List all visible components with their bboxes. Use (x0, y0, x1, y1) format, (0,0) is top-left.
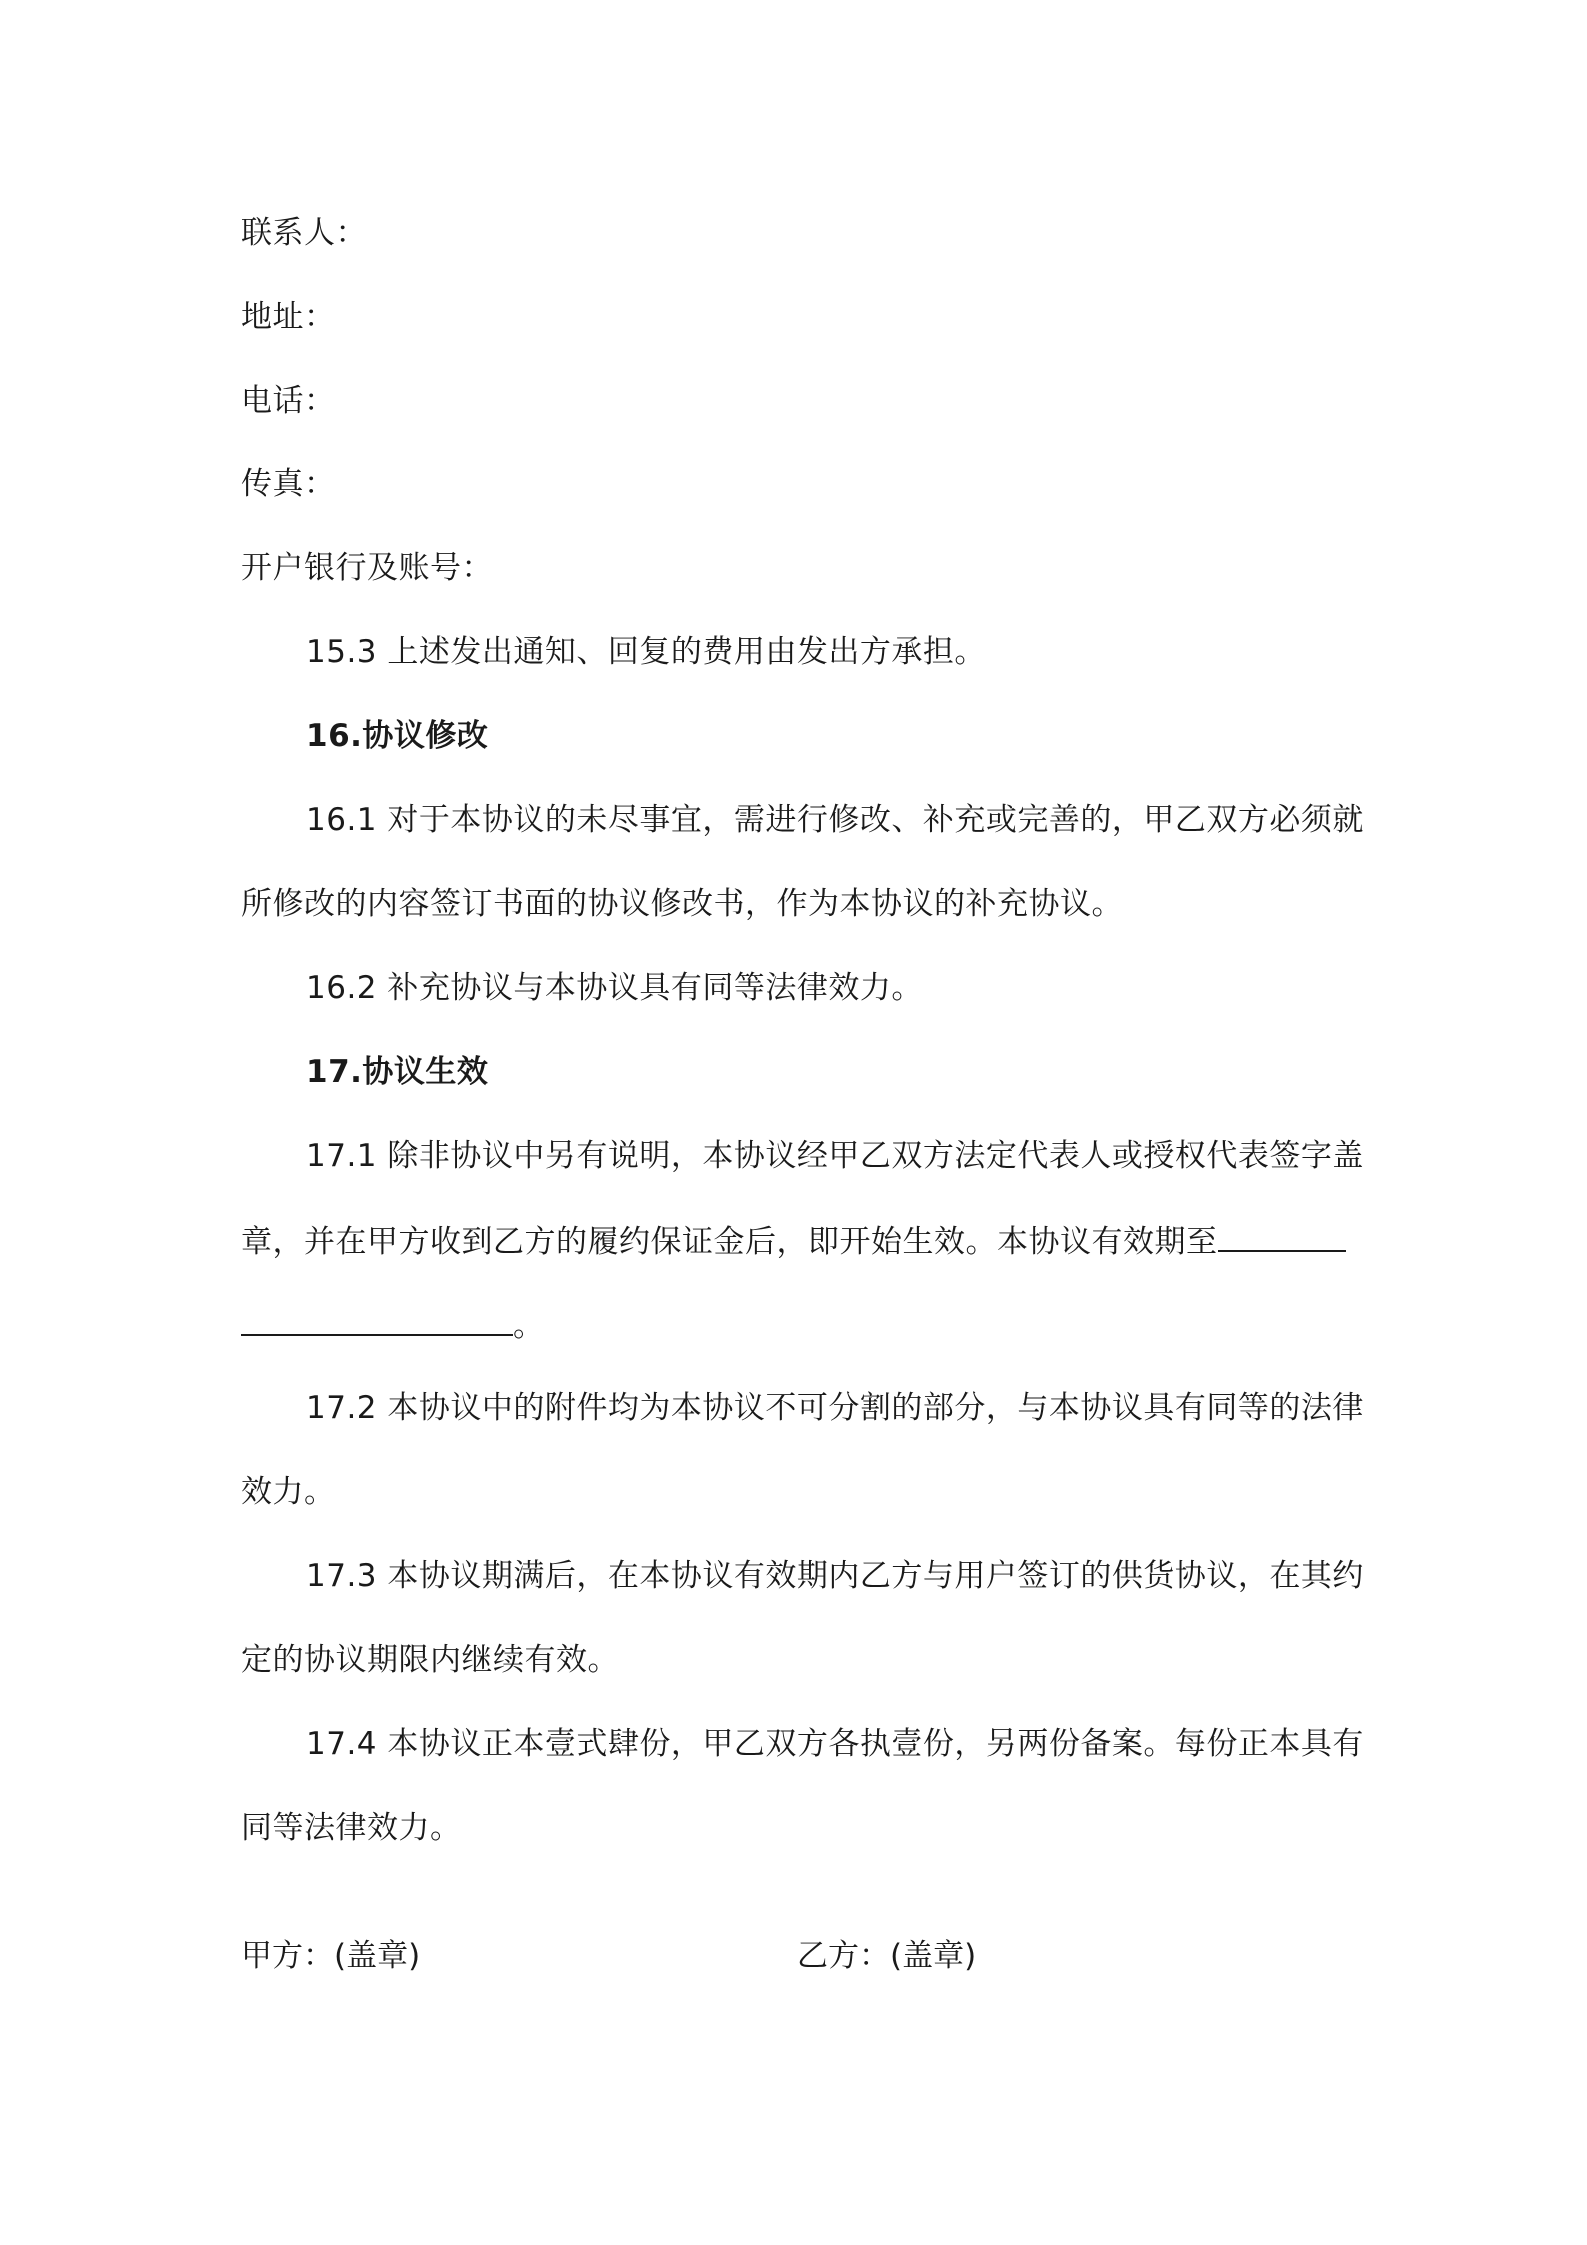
clause-17-3-line-2: 定的协议期限内继续有效。 (241, 1642, 619, 1678)
clause-16-1-line-1: 16.1 对于本协议的未尽事宜，需进行修改、补充或完善的，甲乙双方必须就 (306, 802, 1364, 838)
party-a-signature: 甲方：(盖章) (241, 1938, 421, 1974)
clause-17-2-line-2: 效力。 (241, 1474, 336, 1510)
party-b-signature: 乙方：(盖章) (797, 1938, 977, 1974)
address-label: 地址： (241, 299, 336, 335)
clause-17-1-line-1: 17.1 除非协议中另有说明，本协议经甲乙双方法定代表人或授权代表签字盖 (306, 1138, 1364, 1174)
phone-label: 电话： (241, 383, 336, 419)
clause-17-2-line-1: 17.2 本协议中的附件均为本协议不可分割的部分，与本协议具有同等的法律 (306, 1390, 1364, 1426)
bank-account-label: 开户银行及账号： (241, 550, 493, 586)
section-16-heading: 16.协议修改 (306, 718, 489, 754)
clause-17-1-end: 。 (513, 1308, 545, 1344)
contact-person-label: 联系人： (241, 215, 367, 251)
clause-16-1-line-2: 所修改的内容签订书面的协议修改书，作为本协议的补充协议。 (241, 886, 1123, 922)
clause-17-4-line-2: 同等法律效力。 (241, 1810, 462, 1846)
fax-label: 传真： (241, 466, 336, 502)
clause-17-1-line-3 (241, 1304, 545, 1346)
validity-date-blank-continued (241, 1304, 513, 1336)
clause-16-2: 16.2 补充协议与本协议具有同等法律效力。 (306, 970, 923, 1006)
clause-17-3-line-1: 17.3 本协议期满后，在本协议有效期内乙方与用户签订的供货协议，在其约 (306, 1558, 1364, 1594)
clause-17-1-line-2 (241, 1220, 1346, 1262)
clause-15-3: 15.3 上述发出通知、回复的费用由发出方承担。 (306, 634, 986, 670)
validity-date-blank (1218, 1220, 1346, 1252)
clause-17-1-text: 章，并在甲方收到乙方的履约保证金后，即开始生效。本协议有效期至 (241, 1224, 1218, 1260)
clause-17-4-line-1: 17.4 本协议正本壹式肆份，甲乙双方各执壹份，另两份备案。每份正本具有 (306, 1726, 1364, 1762)
section-17-heading: 17.协议生效 (306, 1054, 489, 1090)
